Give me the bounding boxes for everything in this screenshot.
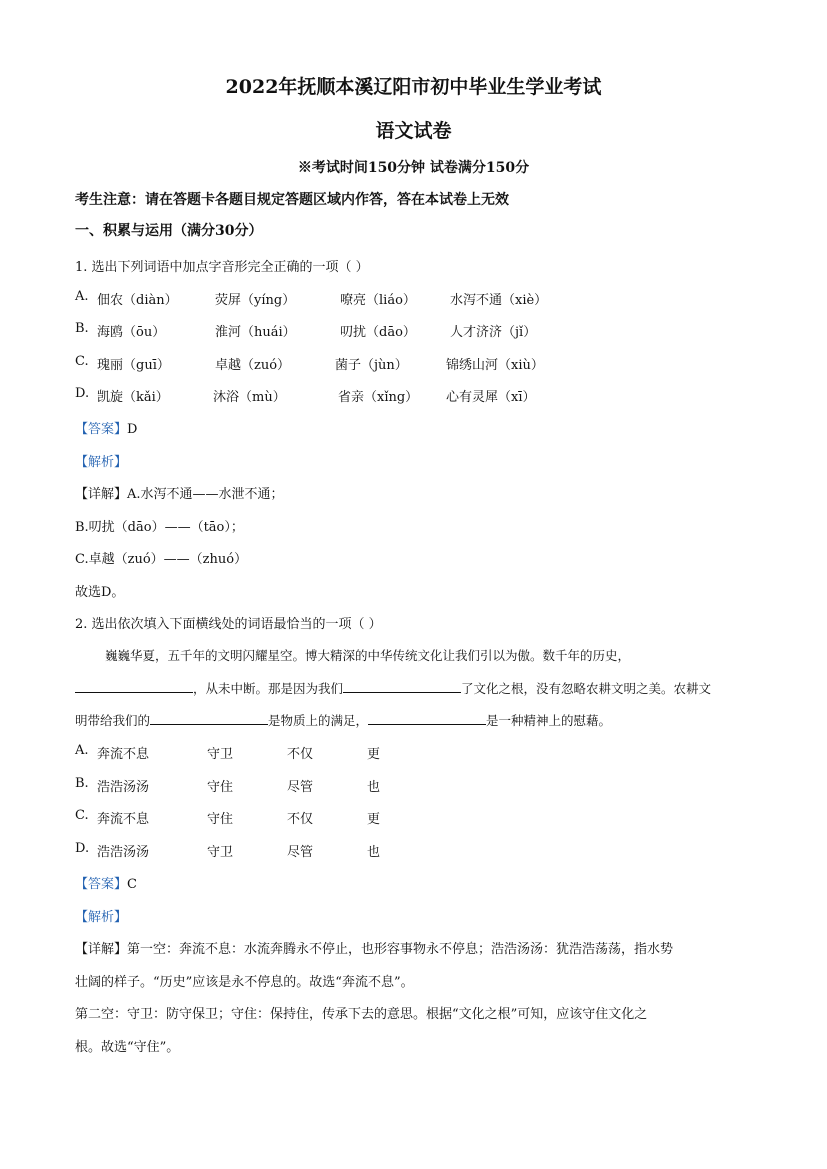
q2-detail-line: 壮阔的样子。“历史”应该是永不停息的。故选“奔流不息”。: [75, 975, 414, 990]
q1-option-item: 叨扰（dāo）: [340, 325, 416, 340]
q2-option-item: 尽管: [287, 845, 314, 860]
q2-passage-line: [75, 679, 711, 697]
analysis-tag: 【解析】: [75, 910, 128, 925]
fill-blank: [368, 712, 486, 725]
q2-option-label: B.: [75, 776, 89, 791]
q2-option-item: 守住: [207, 780, 234, 795]
q1-option-item: 卓越（zuó）: [215, 358, 291, 373]
q1-option-label: B.: [75, 321, 89, 336]
exam-title: 2022年抚顺本溪辽阳市初中毕业生学业考试: [225, 76, 602, 98]
q1-detail-line: B.叨扰（dāo）——（tāo）；: [75, 520, 244, 535]
q1-option-item: 省亲（xǐng）: [338, 390, 419, 405]
section-heading: 一、积累与运用（满分30分）: [75, 223, 263, 239]
q1-option-item: 荧屏（yíng）: [215, 293, 296, 308]
fill-blank: [150, 712, 268, 725]
candidate-notice: 考生注意：请在答题卡各题目规定答题区域内作答，答在本试卷上无效: [75, 192, 509, 208]
q2-stem: 2. 选出依次填入下面横线处的词语最恰当的一项（ ）: [75, 617, 382, 632]
q2-option-item: 也: [367, 780, 381, 795]
q1-option-item: 嘹亮（liáo）: [340, 293, 416, 308]
q2-option-item: 更: [367, 812, 381, 827]
q2-passage-line: [75, 711, 611, 729]
q1-option-item: 沐浴（mù）: [213, 390, 286, 405]
passage-text: ，从未中断。那是因为我们: [193, 681, 344, 696]
q2-option-item: 不仅: [287, 747, 314, 762]
q2-option-label: A.: [75, 743, 89, 758]
q2-option-item: 尽管: [287, 780, 314, 795]
q1-option-item: 人才济济（jǐ）: [450, 325, 537, 340]
q2-option-item: 浩浩汤汤: [97, 780, 150, 795]
q1-option-item: 海鸥（ōu）: [97, 325, 166, 340]
q2-option-item: 守卫: [207, 845, 234, 860]
q1-option-item: 淮河（huái）: [215, 325, 296, 340]
answer-tag: 【答案】: [75, 877, 128, 892]
q1-option-item: 凯旋（kǎi）: [97, 390, 169, 405]
answer-tag: 【答案】: [75, 422, 128, 437]
answer-value: C: [127, 877, 137, 892]
q1-option-item: 锦绣山河（xiù）: [446, 358, 544, 373]
q1-answer-line: [75, 418, 137, 437]
q1-option-item: 佃农（diàn）: [97, 293, 178, 308]
q2-answer-line: [75, 873, 137, 892]
q1-option-item: 瑰丽（guī）: [97, 358, 170, 373]
q1-option-item: 水泻不通（xiè）: [450, 293, 548, 308]
q2-option-item: 守卫: [207, 747, 234, 762]
q2-option-item: 更: [367, 747, 381, 762]
q2-option-item: 奔流不息: [97, 812, 150, 827]
q2-option-label: C.: [75, 808, 89, 823]
q1-option-label: D.: [75, 386, 90, 401]
exam-info: ※考试时间150分钟 试卷满分150分: [297, 160, 530, 176]
fill-blank: [343, 680, 461, 693]
passage-text: 是物质上的满足，: [268, 713, 369, 728]
exam-subtitle: 语文试卷: [375, 120, 452, 142]
q2-option-item: 也: [367, 845, 381, 860]
q2-option-label: D.: [75, 841, 90, 856]
q2-option-item: 不仅: [287, 812, 314, 827]
answer-value: D: [127, 422, 138, 437]
q1-detail-line: 故选D。: [75, 585, 125, 600]
q1-detail-line: C.卓越（zuó）——（zhuó）: [75, 552, 248, 567]
q1-option-item: 心有灵犀（xī）: [446, 390, 536, 405]
q2-option-item: 浩浩汤汤: [97, 845, 150, 860]
q2-passage-line: 巍巍华夏，五千年的文明闪耀星空。博大精深的中华传统文化让我们引以为傲。数千年的历史，: [105, 648, 631, 663]
q2-option-item: 守住: [207, 812, 234, 827]
q1-option-label: C.: [75, 354, 89, 369]
passage-text: 是一种精神上的慰藉。: [486, 713, 612, 728]
passage-text: 明带给我们的: [75, 713, 151, 728]
q1-option-item: 菌子（jùn）: [335, 358, 408, 373]
analysis-tag: 【解析】: [75, 455, 128, 470]
q1-detail-line: 【详解】A.水泻不通——水泄不通；: [75, 487, 284, 502]
q2-detail-line: 第二空：守卫：防守保卫；守住：保持住，传承下去的意思。根据“文化之根”可知，应该守住文化之: [75, 1007, 648, 1022]
q2-detail-line: 【详解】第一空：奔流不息：水流奔腾永不停止，也形容事物永不停息；浩浩汤汤：犹浩浩荡荡，指水势: [75, 942, 674, 957]
q2-option-item: 奔流不息: [97, 747, 150, 762]
q1-stem: 1. 选出下列词语中加点字音形完全正确的一项（ ）: [75, 260, 369, 275]
q2-detail-line: 根。故选“守住”。: [75, 1040, 180, 1055]
passage-text: 了文化之根，没有忽略农耕文明之美。农耕文: [461, 681, 712, 696]
q1-option-label: A.: [75, 289, 89, 304]
fill-blank: [75, 680, 193, 693]
